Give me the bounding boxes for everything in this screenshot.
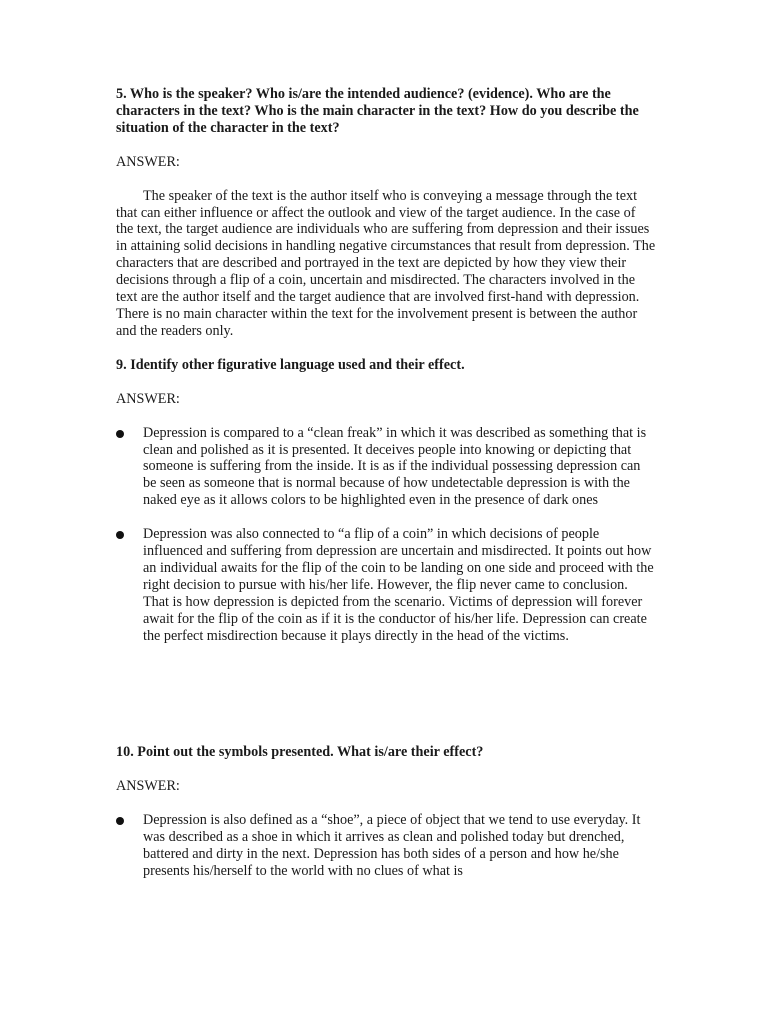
question-9-heading: 9. Identify other figurative language used and their effect. (116, 356, 465, 373)
answer-10-bullet-list (116, 812, 656, 880)
list-item (116, 812, 656, 880)
answer-label-10: ANSWER: (116, 778, 180, 795)
question-5-heading: 5. Who is the speaker? Who is/are the intended audience? (evidence). Who are the characters in the text? Who is the main character in the text? How do you describe the situation of the character in the text? (116, 86, 639, 136)
document-page (116, 86, 656, 880)
answer-label-9: ANSWER: (116, 390, 180, 407)
answer-9-bullet-list (116, 425, 656, 645)
bullet-dot-icon (116, 817, 124, 825)
answer-label-5: ANSWER: (116, 153, 180, 170)
question-10-heading: 10. Point out the symbols presented. What is/are their effect? (116, 744, 484, 761)
answer-5-paragraph: The speaker of the text is the author itself who is conveying a message through the text that can either influence or affect the outlook and view of the target audience. In the case of the text, the target audience are individuals who are suffering from depression and their issues in attaining solid decisions in handling negative circumstances that result from depression. The characters that are described and portrayed in the text are depicted by how they view their decisions through a flip of a coin, uncertain and misdirected. The characters involved in the text are the author itself and the target audience that are involved first-hand with depression. There is no main character within the text for the involvement present is between the author and the readers only. (116, 187, 656, 339)
bullet-dot-icon (116, 430, 124, 438)
bullet-text: Depression was also connected to “a flip of a coin” in which decisions of people influenced and suffering from depression are uncertain and misdirected. It points out how an individual awaits for the flip of the coin to be landing on one side and proceed with the right decision to pursue with his/her life. However, the flip never came to conclusion. That is how depression is depicted from the scenario. Victims of depression will forever await for the flip of the coin as if it is the conductor of his/her life. Depression can create the perfect misdirection because it plays directly in the head of the victims. (143, 526, 654, 644)
list-item (116, 526, 656, 644)
bullet-text: Depression is also defined as a “shoe”, a piece of object that we tend to use everyday. It was described as a shoe in which it arrives as clean and polished today but drenched, battered and dirty in the next. Depression has both sides of a person and how he/she presents his/herself to the world with no clues of what is (143, 812, 641, 879)
bullet-text: Depression is compared to a “clean freak” in which it was described as something that is clean and polished as it is presented. It deceives people into knowing or depicting that someone is suffering from the inside. It is as if the individual possessing depression can be seen as someone that is normal because of how undetectable depression is with the naked eye as it allows colors to be highlighted even in the presence of dark ones (143, 424, 647, 509)
bullet-dot-icon (116, 531, 124, 539)
list-item (116, 425, 656, 510)
